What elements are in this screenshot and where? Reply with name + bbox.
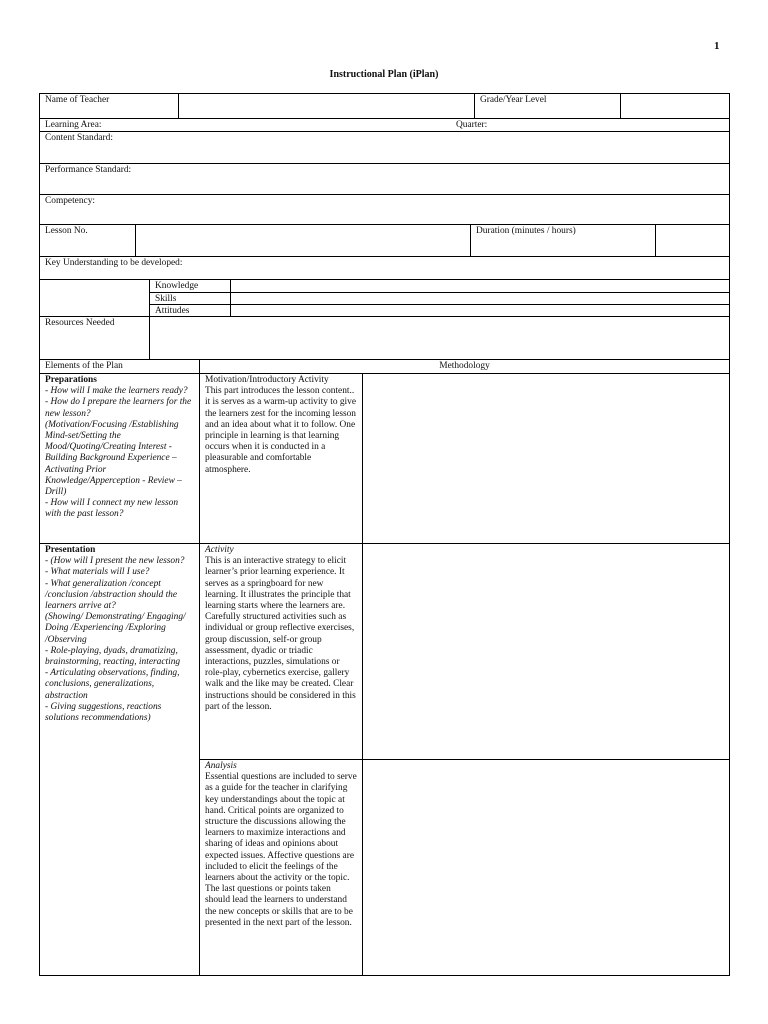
lesson-no-label-cell <box>39 224 136 257</box>
methodology-header: Methodology <box>439 361 490 371</box>
activity-title: Activity <box>205 545 234 555</box>
knowledge-label-cell <box>149 279 231 293</box>
teacher-label: Name of Teacher <box>45 95 110 105</box>
skills-label: Skills <box>155 294 177 304</box>
resources-field[interactable] <box>149 316 730 360</box>
activity-cell <box>199 543 363 760</box>
learning-area-field[interactable] <box>39 118 730 132</box>
page-number: 1 <box>714 40 720 52</box>
presentation-heading: Presentation <box>45 545 96 555</box>
presentation-questions: - (How will I present the new lesson? - What materials will I use? - What generalization /concept /conclusion /abstraction should the learners arrive at? (Showing/ Demonstrating/ Engaging/ Doing /Experiencing /Exploring /Observing - Role-playing, dyads, dramatizing, brainstorming, reacting, interacting - Articulating observations, finding, conclusions, generalizations, abstraction - Giving suggestions, reactions solutions recommendations) <box>45 556 186 724</box>
learning-area-label: Learning Area: <box>45 120 102 130</box>
resources-label-cell <box>39 316 150 360</box>
activity-description: This is an interactive strategy to elicit learner’s prior learning experience. It serves as a springboard for new learning. It illustrates the principle that learning starts where the learners are. Carefully structured activities such as individual or group reflective exercises, group discussion, self-or group assessment, dyadic or triadic interactions, puzzles, simulations or role-play, cybernetics exercise, gallery walk and the like may be created. Clear instructions should be considered in this part of the lesson. <box>205 556 356 712</box>
duration-field[interactable] <box>655 224 730 257</box>
activity-notes-field[interactable] <box>362 543 730 760</box>
teacher-name-field[interactable] <box>178 93 475 119</box>
grade-label: Grade/Year Level <box>480 95 547 105</box>
performance-standard-label: Performance Standard: <box>45 165 132 175</box>
resources-label: Resources Needed <box>45 318 115 328</box>
performance-standard-field[interactable] <box>39 163 730 195</box>
lesson-no-label: Lesson No. <box>45 226 88 236</box>
grade-level-field[interactable] <box>620 93 730 119</box>
motivation-notes-field[interactable] <box>362 373 730 544</box>
elements-header: Elements of the Plan <box>45 361 123 371</box>
objectives-left-cell <box>39 279 150 317</box>
motivation-title: Motivation/Introductory Activity <box>205 375 329 385</box>
analysis-description: Essential questions are included to serve as a guide for the teacher in clarifying key understandings about the topic at hand. Critical points are organized to structure the discussions allowing the learners to maximize interactions and sharing of ideas and opinions about expected issues. Affective questions are included to elicit the feelings of the learners about the activity or the topic. The last questions or points taken should lead the learners to understand the new concepts or skills that are to be presented in the next part of the lesson. <box>205 772 357 928</box>
motivation-description: This part introduces the lesson content.. it is serves as a warm-up activity to give the learners zest for the incoming lesson and an idea about what it to follow. One principle in learning is that learning occurs when it is conducted in a pleasurable and comfortable atmosphere. <box>205 386 357 475</box>
competency-field[interactable] <box>39 194 730 225</box>
teacher-label-cell <box>39 93 179 119</box>
motivation-cell <box>199 373 363 544</box>
elements-header-cell <box>39 359 200 374</box>
presentation-cell <box>39 543 200 976</box>
analysis-cell <box>199 759 363 976</box>
duration-label: Duration (minutes / hours) <box>476 226 576 236</box>
knowledge-field[interactable] <box>230 279 730 293</box>
quarter-label: Quarter: <box>456 120 488 130</box>
analysis-notes-field[interactable] <box>362 759 730 976</box>
preparations-questions: - How will I make the learners ready? - How do I prepare the learners for the new lesson? (Motivation/Focusing /Establishing Mind-set/Setting the Mood/Quoting/Creating Interest - Building Background Experience – Activating Prior Knowledge/Apperception - Review – Drill) - How will I connect my new lesson with the past lesson? <box>45 386 192 520</box>
grade-label-cell <box>474 93 621 119</box>
document-title: Instructional Plan (iPlan) <box>329 69 439 80</box>
competency-label: Competency: <box>45 196 95 206</box>
preparations-cell <box>39 373 200 544</box>
attitudes-label: Attitudes <box>155 306 190 316</box>
lesson-no-field[interactable] <box>135 224 471 257</box>
knowledge-label: Knowledge <box>155 281 199 291</box>
key-understanding-label: Key Understanding to be developed: <box>45 258 183 268</box>
content-standard-label: Content Standard: <box>45 133 113 143</box>
preparations-heading: Preparations <box>45 375 97 385</box>
key-understanding-field[interactable] <box>39 256 730 280</box>
content-standard-field[interactable] <box>39 131 730 164</box>
duration-label-cell <box>470 224 656 257</box>
analysis-title: Analysis <box>205 761 237 771</box>
methodology-header-cell <box>199 359 730 374</box>
